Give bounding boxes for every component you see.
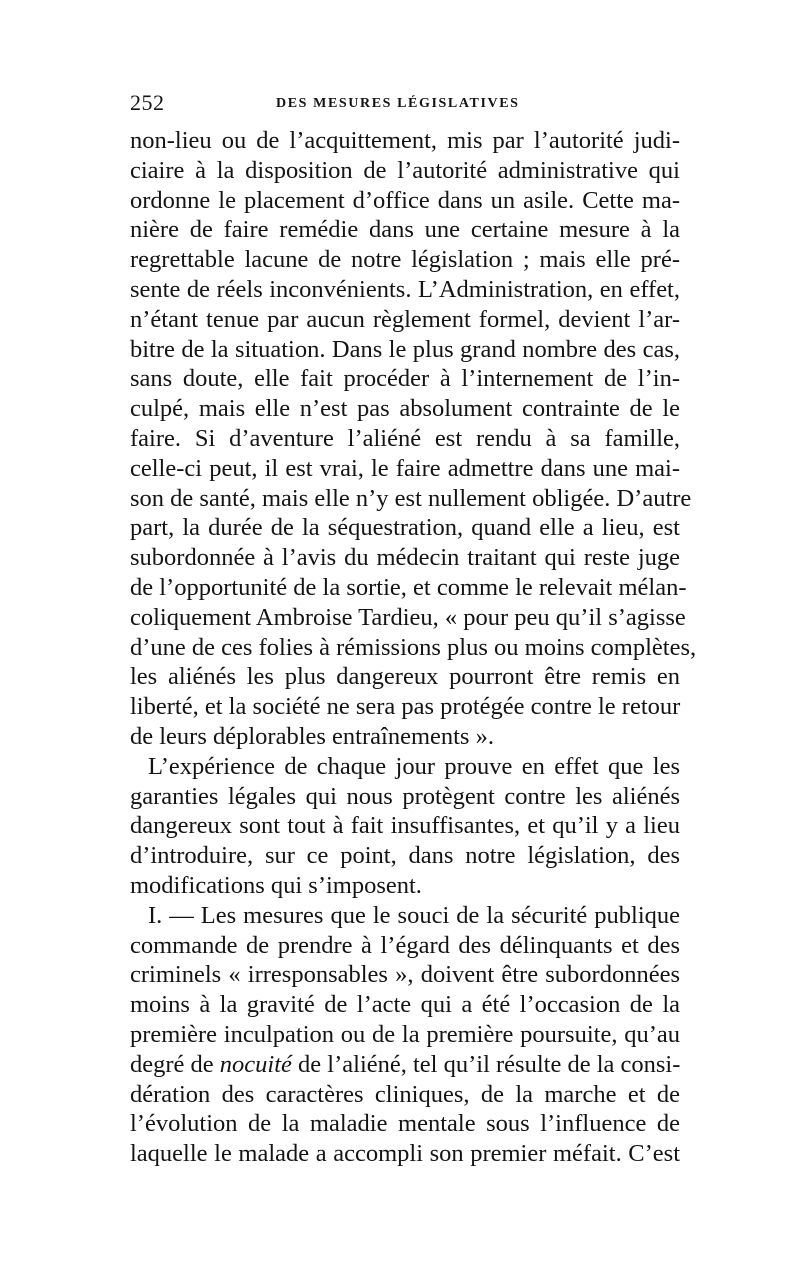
text-line: n’étant tenue par aucun règlement formel, devient l’ar- bbox=[130, 305, 680, 333]
text-line: coliquement Ambroise Tardieu, « pour peu qu’il s’agisse bbox=[130, 603, 686, 631]
text-line: celle-ci peut, il est vrai, le faire admettre dans une mai- bbox=[130, 454, 680, 482]
text-line: d’une de ces folies à rémissions plus ou moins complètes, bbox=[130, 633, 697, 661]
body-text bbox=[130, 126, 697, 1169]
line-segment: de l’aliéné, tel qu’il résulte de la consi- bbox=[291, 1050, 681, 1078]
text-line: commande de prendre à l’égard des délinquants et des bbox=[130, 931, 680, 959]
text-line: l’évolution de la maladie mentale sous l’influence de bbox=[130, 1110, 680, 1138]
text-line: regrettable lacune de notre législation ; mais elle pré- bbox=[130, 246, 680, 274]
text-line: criminels « irresponsables », doivent être subordonnées bbox=[130, 961, 680, 989]
text-line: liberté, et la société ne sera pas protégée contre le retour bbox=[130, 693, 681, 721]
text-line: de l’opportunité de la sortie, et comme le relevait mélan- bbox=[130, 573, 687, 601]
text-line: ordonne le placement d’office dans un asile. Cette ma- bbox=[130, 186, 680, 214]
text-line-with-italic bbox=[130, 1050, 680, 1080]
text-line: part, la durée de la séquestration, quand elle a lieu, est bbox=[130, 514, 680, 542]
page-header bbox=[130, 90, 680, 120]
text-line: d’introduire, sur ce point, dans notre législation, des bbox=[130, 842, 680, 870]
paragraph-end-line: de leurs déplorables entraînements ». bbox=[130, 722, 494, 750]
text-line: faire. Si d’aventure l’aliéné est rendu à sa famille, bbox=[130, 424, 680, 452]
text-line: bitre de la situation. Dans le plus grand nombre des cas, bbox=[130, 335, 680, 363]
text-line: garanties légales qui nous protègent contre les aliénés bbox=[130, 782, 680, 810]
text-line: moins à la gravité de l’acte qui a été l’occasion de la bbox=[130, 991, 680, 1019]
paragraph-end-line: modifications qui s’imposent. bbox=[130, 871, 422, 899]
text-line: nière de faire remédie dans une certaine mesure à la bbox=[130, 216, 680, 244]
paragraph-start-line: L’expérience de chaque jour prouve en effet que les bbox=[148, 752, 680, 780]
text-line: subordonnée à l’avis du médecin traitant qui reste juge bbox=[130, 544, 680, 572]
italic-term-nocuite: nocuité bbox=[219, 1050, 292, 1078]
text-line: laquelle le malade a accompli son premier méfait. C’est bbox=[130, 1140, 680, 1168]
text-line: culpé, mais elle n’est pas absolument contrainte de le bbox=[130, 395, 680, 423]
text-line: son de santé, mais elle n’y est nullement obligée. D’autre bbox=[130, 484, 692, 512]
text-line: non-lieu ou de l’acquittement, mis par l’autorité judi- bbox=[130, 127, 680, 154]
text-line: ciaire à la disposition de l’autorité administrative qui bbox=[130, 156, 680, 184]
running-title: DES MESURES LÉGISLATIVES bbox=[276, 96, 520, 111]
text-line: sente de réels inconvénients. L’Administration, en effet, bbox=[130, 275, 680, 303]
line-segment: degré de bbox=[130, 1050, 220, 1078]
section-start-line: I. — Les mesures que le souci de la sécurité publique bbox=[148, 901, 680, 929]
text-line: les aliénés les plus dangereux pourront être remis en bbox=[130, 663, 680, 691]
text-line: dération des caractères cliniques, de la marche et de bbox=[130, 1080, 680, 1108]
text-line: première inculpation ou de la première poursuite, qu’au bbox=[130, 1020, 680, 1048]
text-line: dangereux sont tout à fait insuffisantes, et qu’il y a lieu bbox=[130, 812, 680, 840]
page-number: 252 bbox=[130, 90, 165, 115]
text-line: sans doute, elle fait procéder à l’internement de l’in- bbox=[130, 365, 680, 393]
